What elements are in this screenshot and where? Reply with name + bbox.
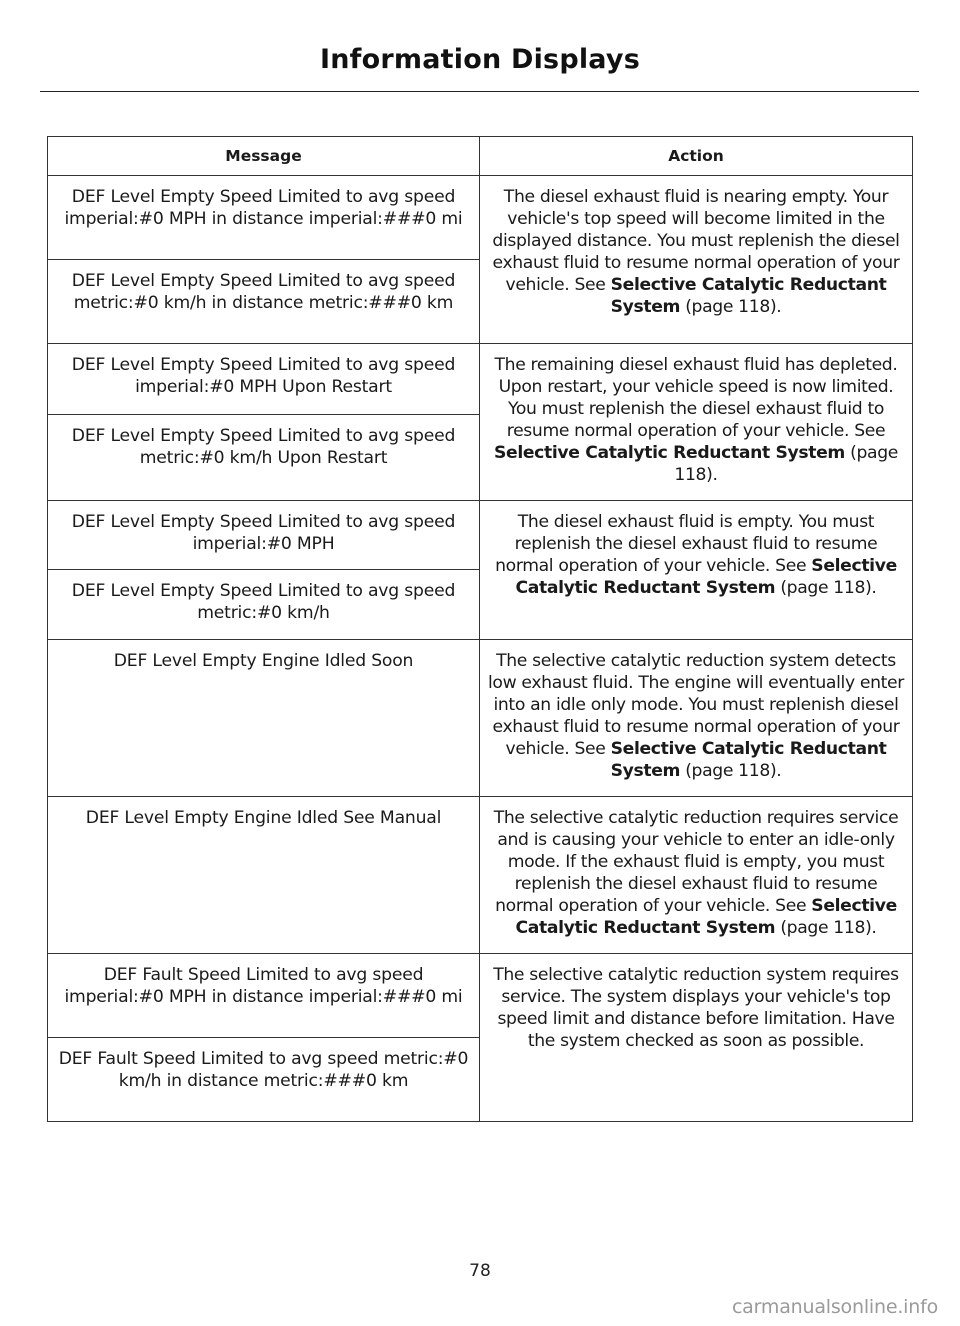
table-row	[48, 797, 913, 954]
page-number: 78	[469, 1261, 491, 1281]
watermark: carmanualsonline.info	[731, 1296, 938, 1318]
action-cell	[480, 501, 913, 640]
cross-reference-link[interactable]: Selective Catalytic Reductant System	[515, 556, 897, 598]
table-row	[48, 176, 913, 260]
column-header-message: Message	[48, 137, 480, 176]
cross-reference-link[interactable]: Selective Catalytic Reductant System	[515, 896, 897, 938]
table-row	[48, 344, 913, 415]
header-divider	[40, 91, 919, 92]
cross-reference-link[interactable]: Selective Catalytic Reductant System	[610, 739, 887, 781]
message-cell: DEF Level Empty Speed Limited to avg speed imperial:#0 MPH Upon Restart	[48, 344, 480, 415]
action-cell	[480, 344, 913, 501]
action-cell	[480, 797, 913, 954]
page-reference: (page 118).	[775, 918, 877, 938]
page-reference: (page 118).	[680, 761, 782, 781]
column-header-action: Action	[480, 137, 913, 176]
cross-reference-link[interactable]: Selective Catalytic Reductant System	[610, 275, 887, 317]
action-cell	[480, 640, 913, 797]
message-cell: DEF Level Empty Speed Limited to avg speed imperial:#0 MPH in distance imperial:###0 mi	[48, 176, 480, 260]
table-header-row	[48, 137, 913, 176]
message-cell: DEF Fault Speed Limited to avg speed imperial:#0 MPH in distance imperial:###0 mi	[48, 954, 480, 1038]
message-cell: DEF Level Empty Engine Idled Soon	[48, 640, 480, 797]
message-cell: DEF Level Empty Speed Limited to avg speed metric:#0 km/h Upon Restart	[48, 414, 480, 500]
message-action-table	[47, 136, 913, 1122]
action-text: The selective catalytic reduction system requires service. The system displays your vehicle's top speed limit and distance before limitation. Have the system checked as soon as possible.	[493, 965, 899, 1051]
message-cell: DEF Fault Speed Limited to avg speed metric:#0 km/h in distance metric:###0 km	[48, 1038, 480, 1122]
action-text: The remaining diesel exhaust fluid has depleted. Upon restart, your vehicle speed is now limited. You must replenish the diesel exhaust fluid to resume normal operation of your vehicle. See	[494, 355, 898, 441]
action-text: The diesel exhaust fluid is nearing empty. Your vehicle's top speed will become limited in the displayed distance. You must replenish the diesel exhaust fluid to resume normal operation of your vehicle. See	[492, 187, 900, 295]
page-reference: (page 118).	[680, 297, 782, 317]
table-row	[48, 954, 913, 1038]
action-text: The selective catalytic reduction requires service and is causing your vehicle to enter an idle-only mode. If the exhaust fluid is empty, you must replenish the diesel exhaust fluid to resume normal operation of your vehicle. See	[493, 808, 899, 916]
cross-reference-link[interactable]: Selective Catalytic Reductant System	[494, 443, 845, 463]
action-cell	[480, 954, 913, 1122]
message-cell: DEF Level Empty Speed Limited to avg speed imperial:#0 MPH	[48, 501, 480, 570]
table-row	[48, 640, 913, 797]
message-cell: DEF Level Empty Engine Idled See Manual	[48, 797, 480, 954]
message-cell: DEF Level Empty Speed Limited to avg speed metric:#0 km/h	[48, 570, 480, 640]
action-cell	[480, 176, 913, 344]
action-text: The selective catalytic reduction system detects low exhaust fluid. The engine will eventually enter into an idle only mode. You must replenish diesel exhaust fluid to resume normal operation of your vehicle. See	[488, 651, 904, 759]
page-reference: (page 118).	[775, 578, 877, 598]
action-text: The diesel exhaust fluid is empty. You must replenish the diesel exhaust fluid to resume normal operation of your vehicle. See	[495, 512, 878, 576]
page-reference: (page 118).	[674, 443, 898, 485]
table-row	[48, 501, 913, 570]
message-cell: DEF Level Empty Speed Limited to avg speed metric:#0 km/h in distance metric:###0 km	[48, 260, 480, 344]
page-title: Information Displays	[320, 44, 640, 75]
